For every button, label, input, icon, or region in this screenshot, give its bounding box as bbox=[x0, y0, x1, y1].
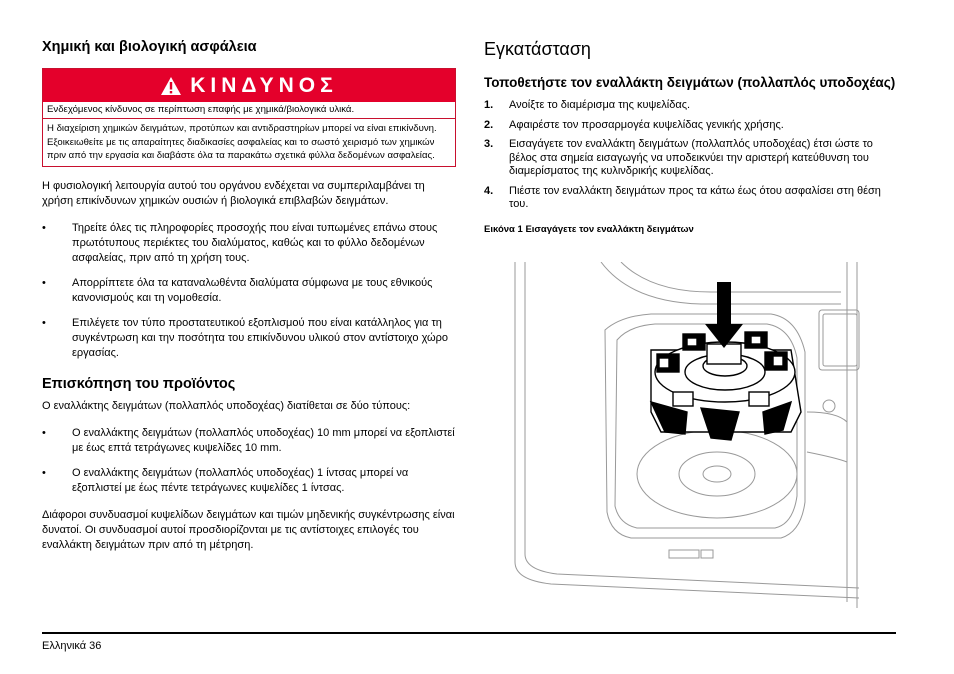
step-item bbox=[484, 99, 896, 113]
step-number: 4. bbox=[484, 184, 494, 197]
list-item bbox=[42, 316, 456, 361]
danger-title: ΚΙΝΔΥΝΟΣ bbox=[190, 73, 338, 97]
list-item-text: Επιλέγετε τον τύπο προστατευτικού εξοπλισμού που είναι κατάλληλος για τη συγκέντρωση και την ποσότητα του επικίνδυνου υλικού στον αντίστοιχο χώρο εργασίας. bbox=[72, 316, 449, 359]
list-item bbox=[42, 426, 456, 456]
step-item bbox=[484, 185, 896, 212]
step-text: Ανοίξτε το διαμέρισμα της κυψελίδας. bbox=[509, 99, 691, 111]
overview-outro: Διάφοροι συνδυασμοί κυψελίδων δειγμάτων και τιμών μηδενικής συγκέντρωσης είναι δυνατοί. Οι συνδυασμοί αυτοί προσδιορίζονται με τις αντίστοιχες επιλογές του εναλλάκτη δειγμάτων πριν από τη μέτρηση. bbox=[42, 508, 455, 551]
install-heading: Εγκατάσταση bbox=[484, 39, 591, 59]
list-item-text: Ο εναλλάκτης δειγμάτων (πολλαπλός υποδοχέας) 10 mm μπορεί να εξοπλιστεί με έως επτά τετράγωνες κυψελίδες 10 mm. bbox=[72, 426, 455, 454]
safety-intro: Η φυσιολογική λειτουργία αυτού του οργάνου ενδέχεται να συμπεριλαμβάνει τη χρήση επικίνδυνων χημικών ουσιών ή βιολογικά επιβλαβών δειγμάτων. bbox=[42, 179, 425, 207]
list-item bbox=[42, 221, 456, 266]
warning-triangle-icon bbox=[160, 76, 182, 96]
safety-heading: Χημική και βιολογική ασφάλεια bbox=[42, 39, 257, 55]
bullet-marker: • bbox=[42, 466, 46, 479]
list-item-text: Ο εναλλάκτης δειγμάτων (πολλαπλός υποδοχέας) 1 ίντσας μπορεί να εξοπλιστεί με έως πέντε τετράγωνες κυψελίδες 1 ίντσας. bbox=[72, 466, 409, 494]
overview-intro: Ο εναλλάκτης δειγμάτων (πολλαπλός υποδοχέας) διατίθεται σε δύο τύπους: bbox=[42, 399, 411, 412]
list-item-text: Τηρείτε όλες τις πληροφορίες προσοχής που είναι τυπωμένες επάνω στους πρωτότυπους περιέκτες του διαλύματος, καθώς και το φύλλο δεδομένων ασφαλείας, πριν από τη χρήση τους. bbox=[72, 221, 438, 264]
bullet-marker: • bbox=[42, 426, 46, 439]
danger-box bbox=[42, 68, 456, 167]
right-column bbox=[484, 38, 896, 235]
bullet-marker: • bbox=[42, 316, 46, 329]
danger-header bbox=[43, 69, 455, 102]
sample-changer-illustration bbox=[501, 262, 861, 614]
bullet-marker: • bbox=[42, 276, 46, 289]
step-number: 3. bbox=[484, 138, 494, 150]
step-number: 2. bbox=[484, 118, 494, 131]
step-number: 1. bbox=[484, 99, 494, 111]
footer-rule bbox=[42, 632, 896, 634]
step-text: Εισαγάγετε τον εναλλάκτη δειγμάτων (πολλαπλός υποδοχέας) έτσι ώστε το βέλος στα σημεία εισαγωγής να υποδεικνύει την αριστερή κατεύθυνση του διαμερίσματος της κυλινδρικής κυψελίδας. bbox=[509, 138, 873, 177]
step-text: Πιέστε τον εναλλάκτη δειγμάτων προς τα κάτω έως ότου ασφαλίσει στη θέση του. bbox=[509, 184, 881, 210]
list-item-text: Απορρίπτετε όλα τα καταναλωθέντα διαλύματα σύμφωνα με τους εθνικούς κανονισμούς και τη νομοθεσία. bbox=[72, 276, 433, 304]
install-subheading: Τοποθετήστε τον εναλλάκτη δειγμάτων (πολλαπλός υποδοχέας) bbox=[484, 75, 896, 90]
bullet-marker: • bbox=[42, 221, 46, 234]
danger-body: Η διαχείριση χημικών δειγμάτων, προτύπων και αντιδραστηρίων μπορεί να είναι επικίνδυνη. Εξοικειωθείτε με τις απαραίτητες διαδικασίες ασφαλείας και το σωστό χειρισμό των χημικών πριν από την εργασία και διαβάστε όλα τα παρακάτω σχετικά φύλλα δεδομένων ασφαλείας. bbox=[47, 123, 437, 161]
figure-caption: Εικόνα 1 Εισαγάγετε τον εναλλάκτη δειγμάτων bbox=[484, 223, 694, 235]
safety-bullet-list bbox=[42, 221, 456, 361]
step-text: Αφαιρέστε τον προσαρμογέα κυψελίδας γενικής χρήσης. bbox=[509, 118, 784, 131]
list-item bbox=[42, 466, 456, 496]
danger-subtitle: Ενδεχόμενος κίνδυνος σε περίπτωση επαφής με χημικά/βιολογικά υλικά. bbox=[43, 102, 455, 119]
list-item bbox=[42, 276, 456, 306]
left-column bbox=[42, 38, 456, 565]
step-item bbox=[484, 138, 896, 179]
step-item bbox=[484, 119, 896, 133]
overview-bullet-list bbox=[42, 426, 456, 496]
page-footer: Ελληνικά 36 bbox=[42, 640, 102, 652]
install-steps bbox=[484, 99, 896, 212]
overview-heading: Επισκόπηση του προϊόντος bbox=[42, 375, 236, 392]
